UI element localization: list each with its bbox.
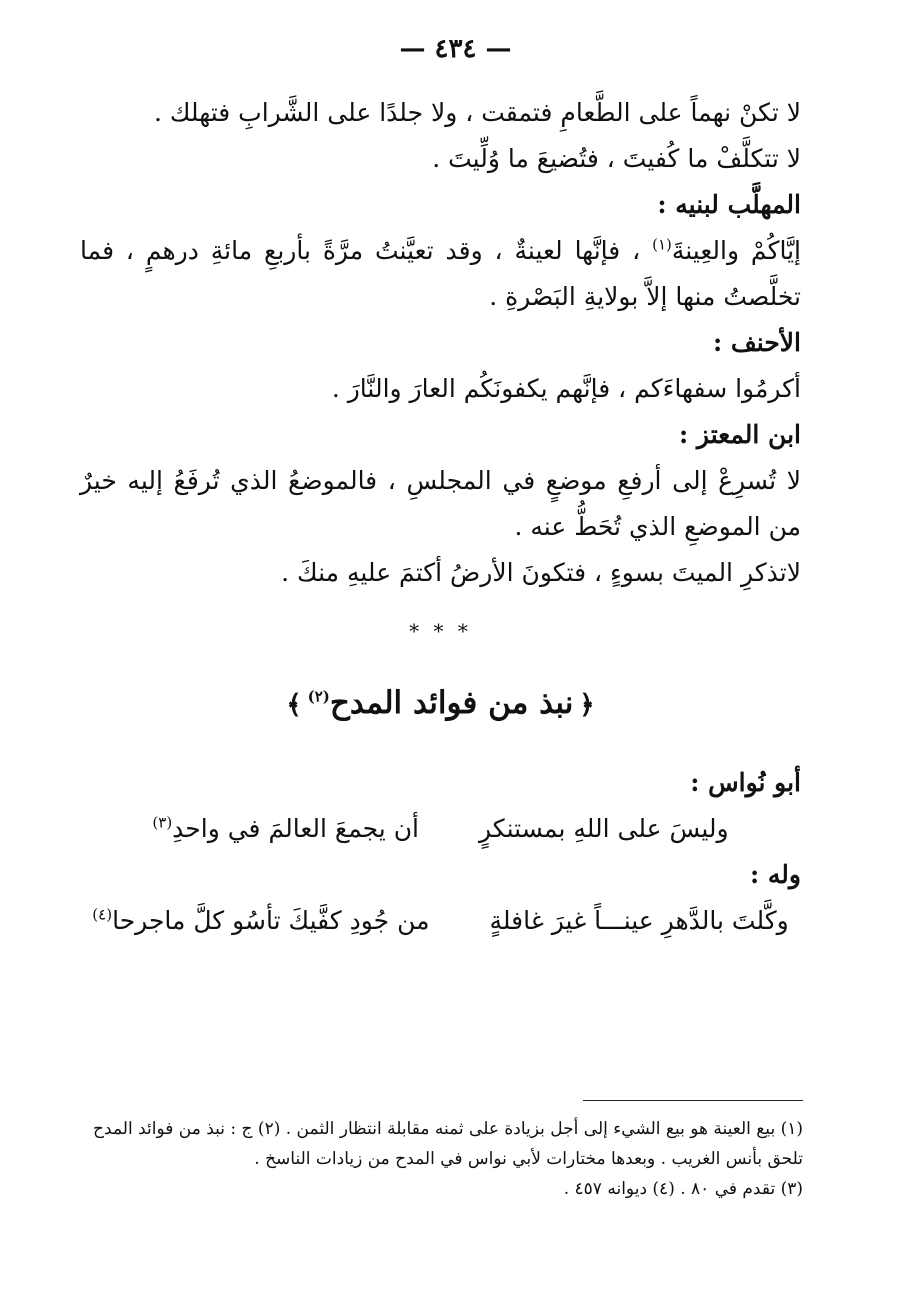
verse-2-hemistich-2-text: من جُودِ كفَّيكَ تأسُو كلَّ ماجرحا <box>112 906 430 935</box>
speaker-ahnaf: الأحنف : <box>712 328 801 357</box>
footnote-marker-4[interactable]: (٤) <box>92 905 113 924</box>
paragraph-muhallab <box>80 228 801 320</box>
verse-2-hemistich-2 <box>92 898 429 944</box>
ornament-right-icon: ﴿ <box>579 690 595 720</box>
verse-2-hemistich-1: وكَّلتَ بالدَّهرِ عينـــاً غيرَ غافلةٍ <box>489 906 789 935</box>
footnote-marker-3[interactable]: (٣) <box>152 813 173 832</box>
paragraph-ibn-mutazz-seat: لا تُسرِعْ إلى أرفعِ موضعٍ في المجلسِ ، فالموضعُ الذي تُرفَعُ إليه خيرٌ من الموضعِ الذي تُحَطُّ عنه . <box>80 466 801 541</box>
section-heading <box>80 678 801 730</box>
footnote-marker-1[interactable]: (١) <box>652 235 672 254</box>
muhallab-text-end: ، فإنَّها لعينةٌ ، وقد تعيَّنتُ مرَّةً بأربعِ مائةِ درهمٍ ، فما تخلَّصتُ منها إلاَّ بولايةِ البَصْرةِ . <box>80 236 801 311</box>
ornament-left-icon: ﴾ <box>286 690 302 720</box>
paragraph-ahnaf: أكرمُوا سفهاءَكم ، فإنَّهم يكفونَكُم العارَ والنَّارَ . <box>331 374 801 403</box>
main-text <box>80 90 801 944</box>
verse-1 <box>80 806 801 852</box>
paragraph-burden: لا تتكلَّفْ ما كُفيتَ ، فتُضيعَ ما وُلِّيتَ . <box>432 144 801 173</box>
section-title-text: نبذ من فوائد المدح <box>329 685 574 721</box>
verse-1-hemistich-2-text: أن يجمعَ العالمَ في واحدِ <box>172 814 419 843</box>
footnote-divider <box>583 1100 803 1101</box>
footnotes <box>70 1114 803 1204</box>
footnote-line: (١) بيع العينة هو بيع الشيء إلى أجل بزيادة على ثمنه مقابلة انتظار الثمن . (٢) ج : نبذ من فوائد المدح تلحق بأنس الغريب . وبعدها مختارات لأبي نواس في المدح من زيادات الناسخ . <box>93 1119 803 1169</box>
verse-1-hemistich-1: وليسَ على اللهِ بمستنكرٍ <box>479 814 729 843</box>
page-number: — ٤٣٤ — <box>399 34 512 64</box>
speaker-muhallab: المهلَّب لبنيه : <box>657 190 801 219</box>
verse-2 <box>80 898 801 944</box>
speaker-and-his: وله : <box>749 860 801 889</box>
paragraph-gluttony: لا تكنْ نهماً على الطَّعامِ فتمقت ، ولا جلدًا على الشَّرابِ فتهلك . <box>153 98 801 127</box>
muhallab-text-start: إيَّاكُمْ والعِينةَ <box>671 236 801 265</box>
paragraph-ibn-mutazz-dead: لاتذكرِ الميتَ بسوءٍ ، فتكونَ الأرضُ أكتمَ عليهِ منكَ . <box>281 558 801 587</box>
speaker-abu-nuwas: أبو نُواس : <box>690 768 801 797</box>
speaker-ibn-mutazz: ابن المعتز : <box>679 420 801 449</box>
verse-1-hemistich-2 <box>152 806 419 852</box>
footnote-line: (٣) تقدم في ٨٠ . (٤) ديوانه ٤٥٧ . <box>563 1179 803 1199</box>
section-separator: * * * <box>409 619 472 643</box>
footnote-marker-2[interactable]: (٢) <box>307 687 330 706</box>
